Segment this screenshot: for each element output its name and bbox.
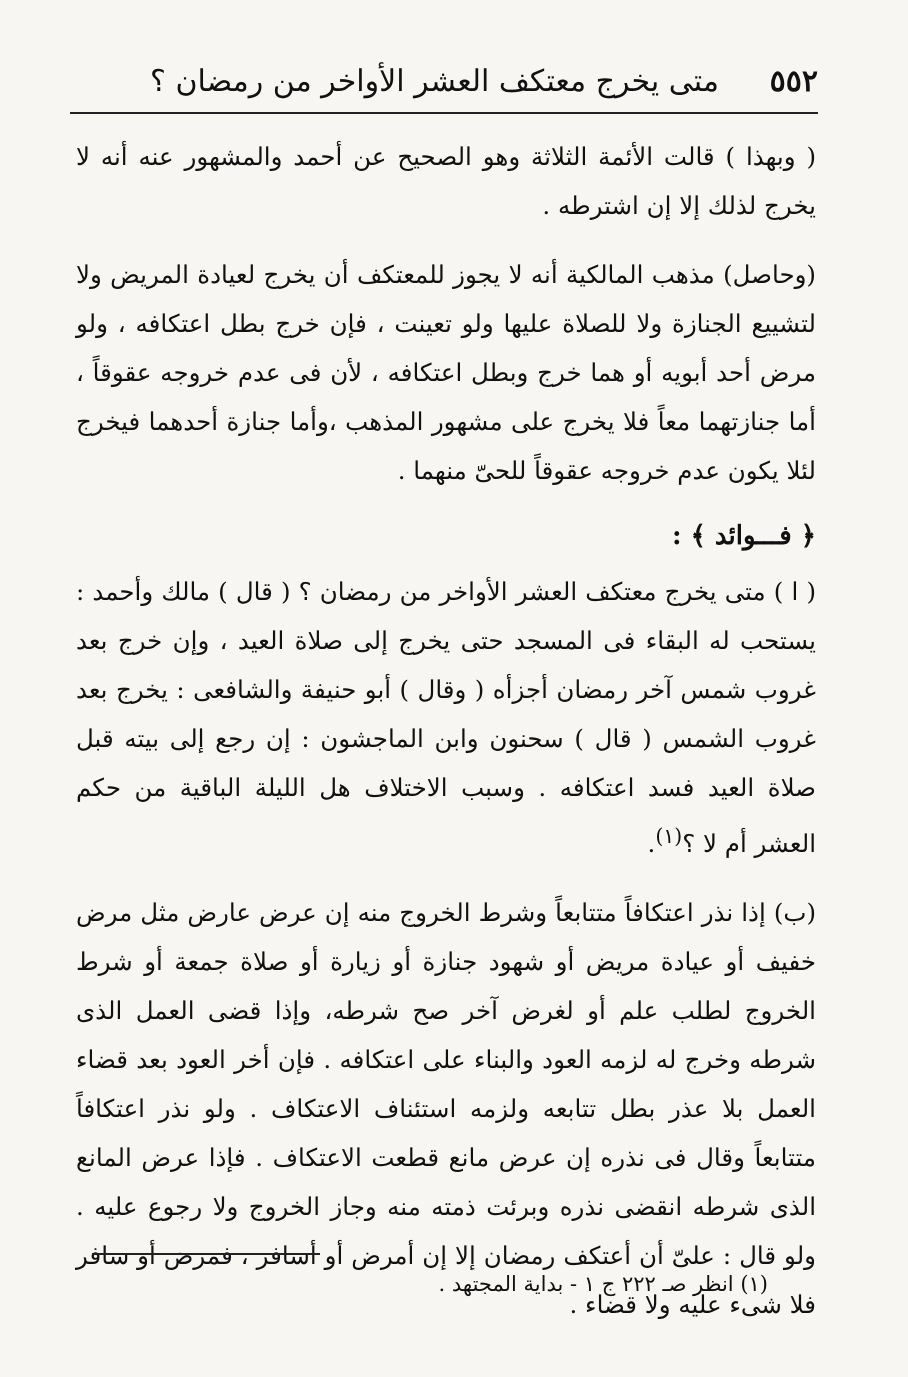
page-body (76, 132, 816, 1329)
footnote-rule (92, 1253, 320, 1255)
paragraph-3-end: . (647, 829, 656, 859)
paragraph-3 (76, 567, 816, 868)
page-number: ٥٥٢ (769, 64, 818, 99)
header-rule (70, 112, 818, 114)
paragraph-4: (ب) إذا نذر اعتكافاً متتابعاً وشرط الخروج منه إن عرض عارض مثل مرض خفيف أو عيادة مريض أو شهود جنازة أو زيارة أو صلاة جمعة أو شرط الخروج لطلب علم أو لغرض آخر صح شرطه، وإذا قضى العمل الذى شرطه وخرج له لزمه العود والبناء على اعتكافه . فإن أخر العود بعد قضاء العمل بلا عذر بطل تتابعه ولزمه استئناف الاعتكاف . ولو نذر اعتكافاً متتابعاً وقال فى نذره إن عرض مانع قطعت الاعتكاف . فإذا عرض المانع الذى شرطه انقضى نذره وبرئت ذمته منه وجاز الخروج ولا رجوع عليه . ولو قال : علىّ أن أعتكف رمضان إلا إن أمرض أو أسافر ، فمرض أو سافر فلا شىء عليه ولا قضاء . (76, 898, 816, 1320)
paragraph-1: ( وبهذا ) قالت الأئمة الثلاثة وهو الصحيح عن أحمد والمشهور عنه أنه لا يخرج لذلك إلا إن اشترطه . (76, 142, 816, 220)
section-heading: ﴿ فـــوائد ﴾ : (671, 521, 816, 551)
running-title: متى يخرج معتكف العشر الأواخر من رمضان ؟ (150, 64, 719, 99)
footnote: (١) انظر صـ ٢٢٢ ج ١ - بداية المجتهد . (438, 1272, 768, 1296)
paragraph-2: (وحاصل) مذهب المالكية أنه لا يجوز للمعتكف أن يخرج لعيادة المريض ولا لتشييع الجنازة ولا للصلاة عليها ولو تعينت ، فإن خرج بطل اعتكافه ، ولو مرض أحد أبويه أو هما خرج وبطل اعتكافه ، لأن فى عدم خروجه عقوقاً ، أما جنازتهما معاً فلا يخرج على مشهور المذهب ،وأما جنازة أحدهما فيخرج لئلا يكون عدم خروجه عقوقاً للحىّ منهما . (76, 260, 816, 485)
page-header (150, 62, 818, 102)
footnote-marker: (١) (655, 824, 683, 848)
paragraph-3-text: ( ا ) متى يخرج معتكف العشر الأواخر من رمضان ؟ ( قال ) مالك وأحمد : يستحب له البقاء فى المسجد حتى يخرج إلى صلاة العيد ، وإن خرج بعد غروب شمس آخر رمضان أجزأه ( وقال ) أبو حنيفة والشافعى : يخرج بعد غروب الشمس ( قال ) سحنون وابن الماجشون : إن رجع إلى بيته قبل صلاة العيد فسد اعتكافه . وسبب الاختلاف هل الليلة الباقية من حكم العشر أم لا ؟ (76, 577, 816, 859)
